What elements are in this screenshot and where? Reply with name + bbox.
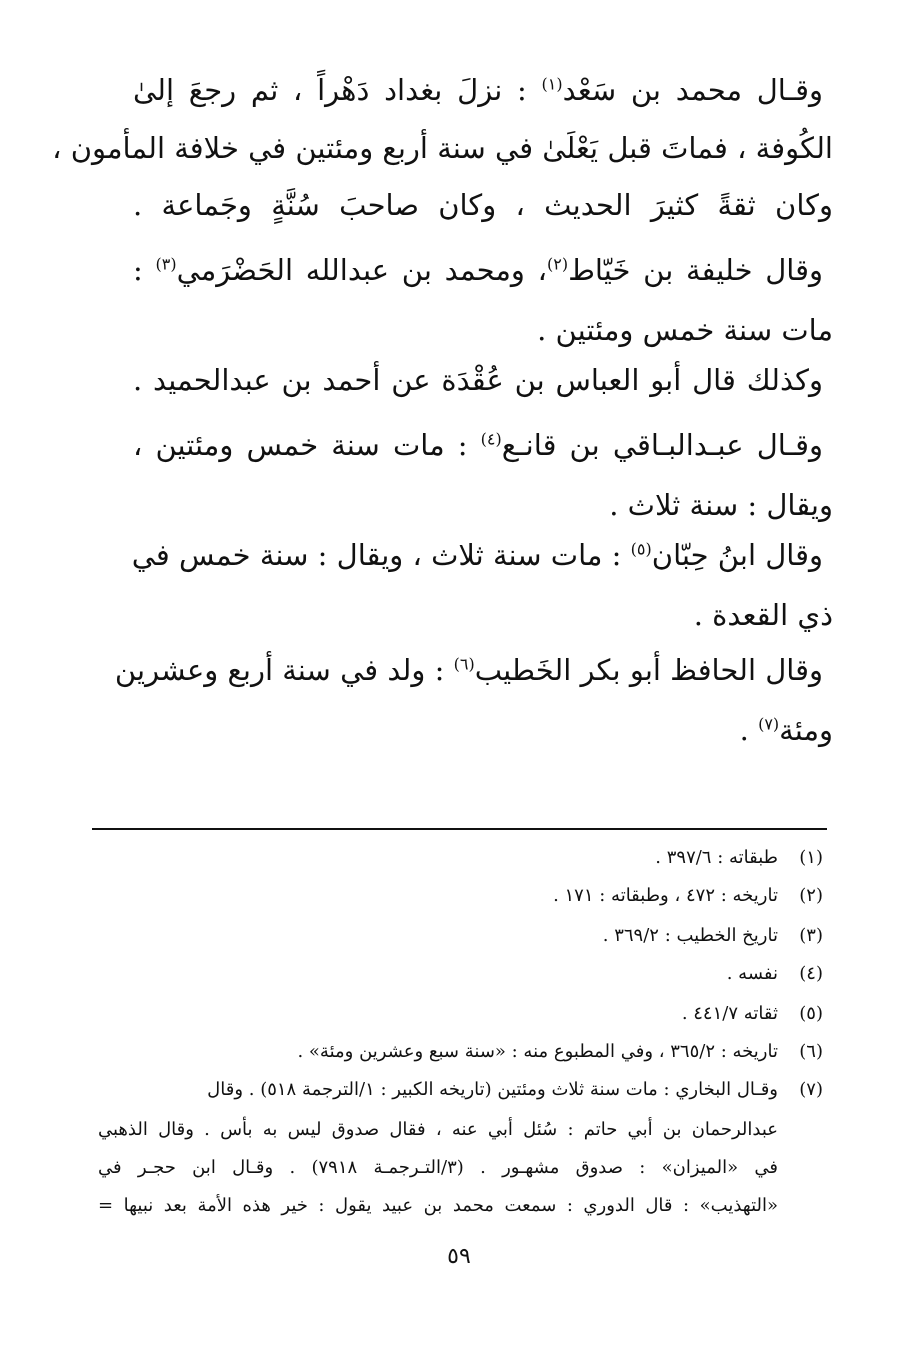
footnote: (٧) وقـال البخاري : مات سنة ثلاث ومئتين (تاريخه الكبير : ١/الترجمة ٥١٨) . وقال xyxy=(207,1079,823,1100)
footnote-continuation: عبدالرحمان بن أبي حاتم : سُئل أبي عنه ، فقال صدوق ليس به بأس . وقال الذهبي xyxy=(98,1119,778,1140)
footnote: (٤)نفسه . xyxy=(726,963,823,984)
text-line: وقال خليفة بن خَيّاط$^{(٢)}$، ومحمد بن عبدالله الحَضْرَمي$^{(٣)}$ : xyxy=(133,253,823,287)
footnote-continuation: في «الميزان» : صدوق مشهـور . (٣/التـرجمـة ٧٩١٨) . وقـال ابن حجـر في xyxy=(98,1157,778,1178)
footnote: (٥)ثقاته ٤٤١/٧ . xyxy=(681,1003,823,1024)
text-line: ومئة$^{(٧)}$ . xyxy=(739,713,833,747)
footnote: (٢)تاريخه : ٤٧٢ ، وطبقاته : ١٧١ . xyxy=(553,885,823,906)
footnote: (١)طبقاته : ٣٩٧/٦ . xyxy=(655,847,823,868)
text-line: مات سنة خمس ومئتين . xyxy=(537,313,833,347)
text-line: وقـال محمد بن سَعْد$^{(١)}$ : نزلَ بغداد دَهْراً ، ثم رجعَ إلىٰ xyxy=(133,73,823,107)
footnote-separator xyxy=(92,828,827,830)
text-line: وكان ثقةً كثيرَ الحديث ، وكان صاحبَ سُنَّةٍ وجَماعة . xyxy=(133,188,833,222)
text-line: الكُوفة ، فماتَ قبل يَعْلَىٰ في سنة أربع ومئتين في خلافة المأمون ، xyxy=(52,131,833,165)
text-line: وقال ابنُ حِبّان$^{(٥)}$ : مات سنة ثلاث ، ويقال : سنة خمس في xyxy=(131,538,823,572)
text-line: ذي القعدة . xyxy=(693,598,833,632)
footnote: (٦)تاريخه : ٣٦٥/٢ ، وفي المطبوع منه : «سنة سبع وعشرين ومئة» . xyxy=(297,1041,823,1062)
text-line: وقال الحافظ أبو بكر الخَطيب$^{(٦)}$ : ولد في سنة أربع وعشرين xyxy=(114,653,823,687)
footnote-continuation: «التهذيب» : قال الدوري : سمعت محمد بن عبيد يقول : خير هذه الأمة بعد نبيها = xyxy=(98,1195,778,1216)
text-line: وكذلك قال أبو العباس بن عُقْدَة عن أحمد بن عبدالحميد . xyxy=(133,363,823,397)
text-line: ويقال : سنة ثلاث . xyxy=(609,488,833,522)
footnote: (٣)تاريخ الخطيب : ٣٦٩/٢ . xyxy=(602,925,823,946)
page-number: ٥٩ xyxy=(447,1244,471,1269)
text-line: وقـال عبـدالبـاقي بن قانـع$^{(٤)}$ : مات سنة خمس ومئتين ، xyxy=(133,428,823,462)
